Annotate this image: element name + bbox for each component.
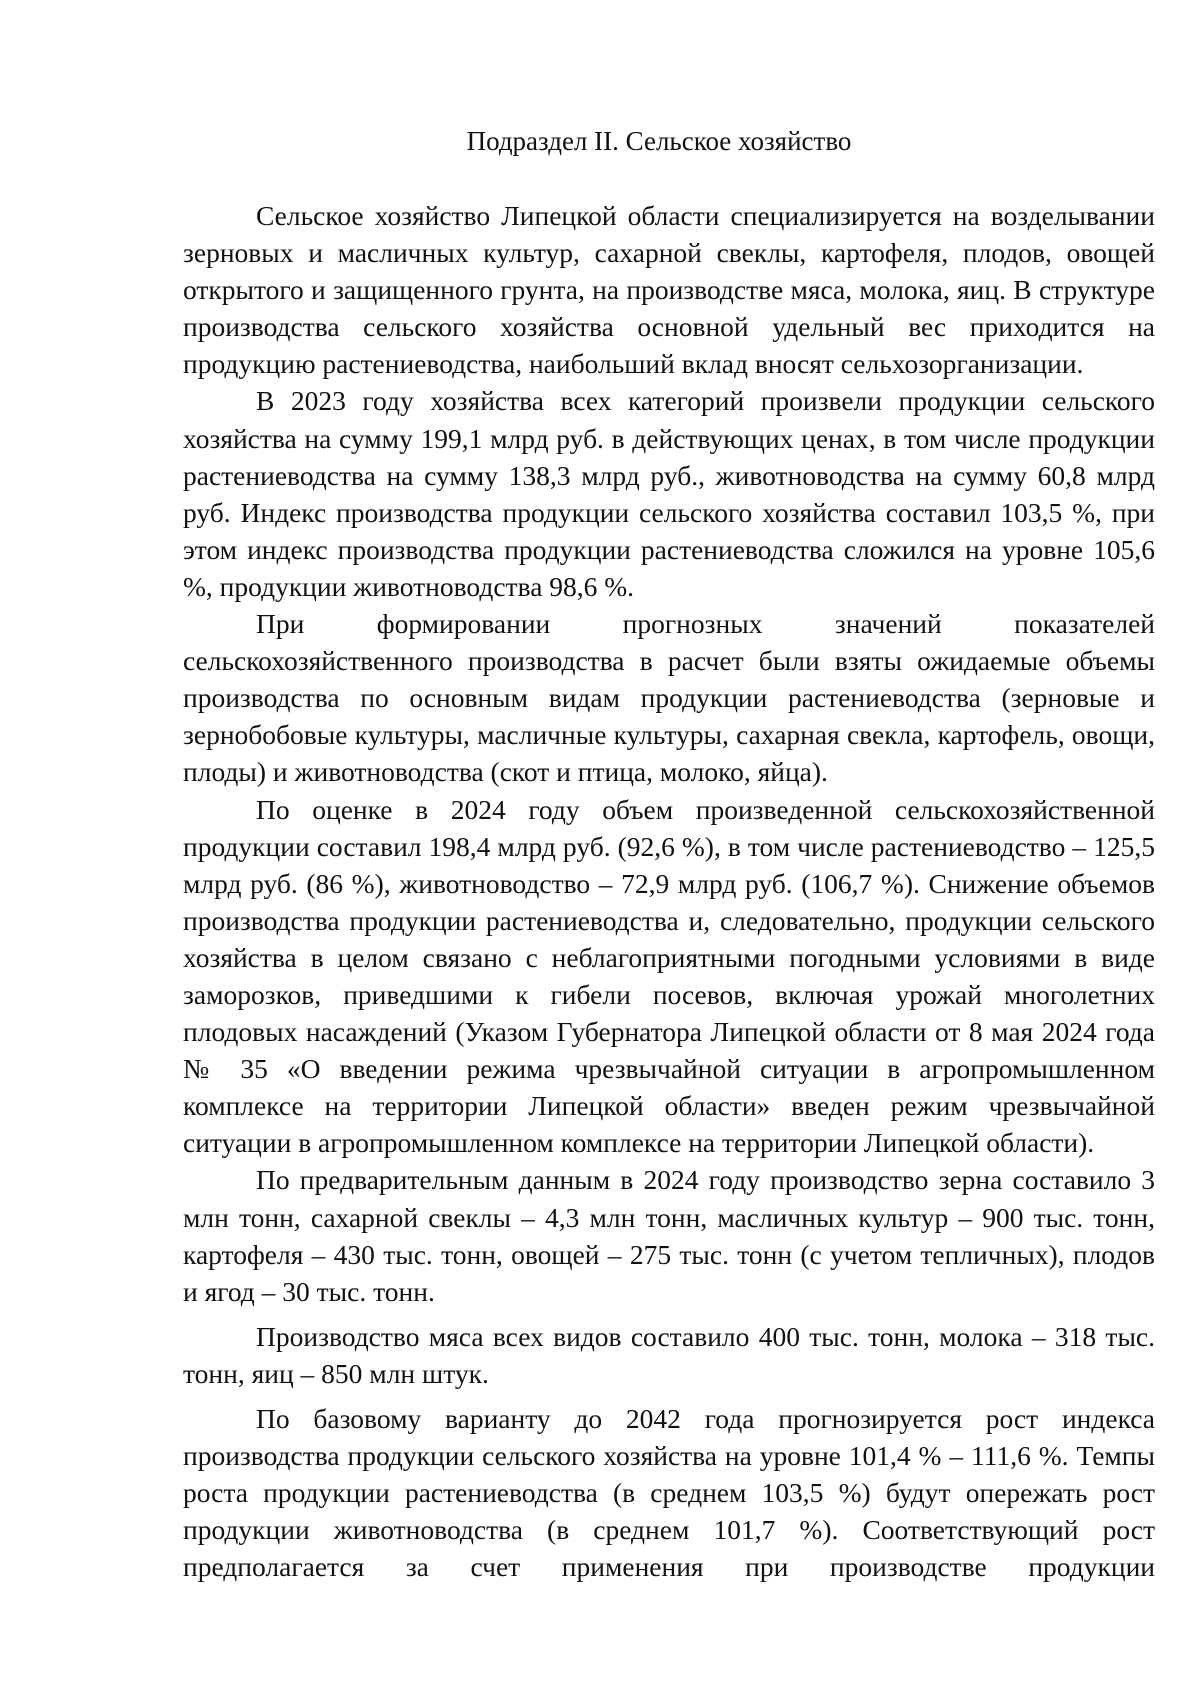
section-heading: Подраздел II. Сельское хозяйство <box>466 126 852 156</box>
paragraph-forecast-basis: При формировании прогнозных значений показателей сельскохозяйственного производства в расчет были взяты ожидаемые объемы производства по основным видам продукции растениеводства (зерновые и зернобобовые культуры, масличные культуры, сахарная свекла, картофель, овощи, плоды) и животноводства (скот и птица, молоко, яйца). <box>183 608 1155 788</box>
paragraph-base-scenario: По базовому варианту до 2042 года прогнозируется рост индекса производства продукции сельского хозяйства на уровне 101,4 % – 111,6 %. Темпы роста продукции растениеводства (в среднем 103,5 %) будут опережать рост продукции животноводства (в среднем 101,7 %). Соответствующий рост предполагается за счет применения при производстве продукции <box>183 1403 1155 1583</box>
paragraph-livestock-output: Производство мяса всех видов составило 400 тыс. тонн, молока – 318 тыс. тонн, яиц – 850 млн штук. <box>183 1320 1155 1389</box>
paragraph-specialization: Сельское хозяйство Липецкой области специализируется на возделывании зерновых и масличных культур, сахарной свеклы, картофеля, плодов, овощей открытого и защищенного грунта, на производстве мяса, молока, яиц. В структуре производства сельского хозяйства основной удельный вес приходится на продукцию растениеводства, наибольший вклад вносят сельхозорганизации. <box>183 200 1155 380</box>
paragraph-2024-estimate: По оценке в 2024 году объем произведенной сельскохозяйственной продукции составил 198,4 млрд руб. (92,6 %), в том числе растениеводство – 125,5 млрд руб. (86 %), животноводство – 72,9 млрд руб. (106,7 %). Снижение объемов производства продукции растениеводства и, следовательно, продукции сельского хозяйства в целом связано с неблагоприятными погодными условиями в виде заморозков, приведшими к гибели посевов, включая урожай многолетних плодовых насаждений (Указом Губернатора Липецкой области от 8 мая 2024 года № 35 «О введении режима чрезвычайной ситуации в агропромышленном комплексе на территории Липецкой области» введен режим чрезвычайной ситуации в агропромышленном комплексе на территории Липецкой области). <box>183 793 1155 1159</box>
paragraph-2024-crop-output: По предварительным данным в 2024 году производство зерна составило 3 млн тонн, сахарной свеклы – 4,3 млн тонн, масличных культур – 900 тыс. тонн, картофеля – 430 тыс. тонн, овощей – 275 тыс. тонн (с учетом тепличных), плодов и ягод – 30 тыс. тонн. <box>183 1164 1155 1307</box>
document-body <box>183 197 1155 1585</box>
paragraph-2023-results: В 2023 году хозяйства всех категорий произвели продукции сельского хозяйства на сумму 199,1 млрд руб. в действующих ценах, в том числе продукции растениеводства на сумму 138,3 млрд руб., животноводства на сумму 60,8 млрд руб. Индекс производства продукции сельского хозяйства составил 103,5 %, при этом индекс производства продукции растениеводства сложился на уровне 105,6 %, продукции животноводства 98,6 %. <box>183 385 1155 602</box>
